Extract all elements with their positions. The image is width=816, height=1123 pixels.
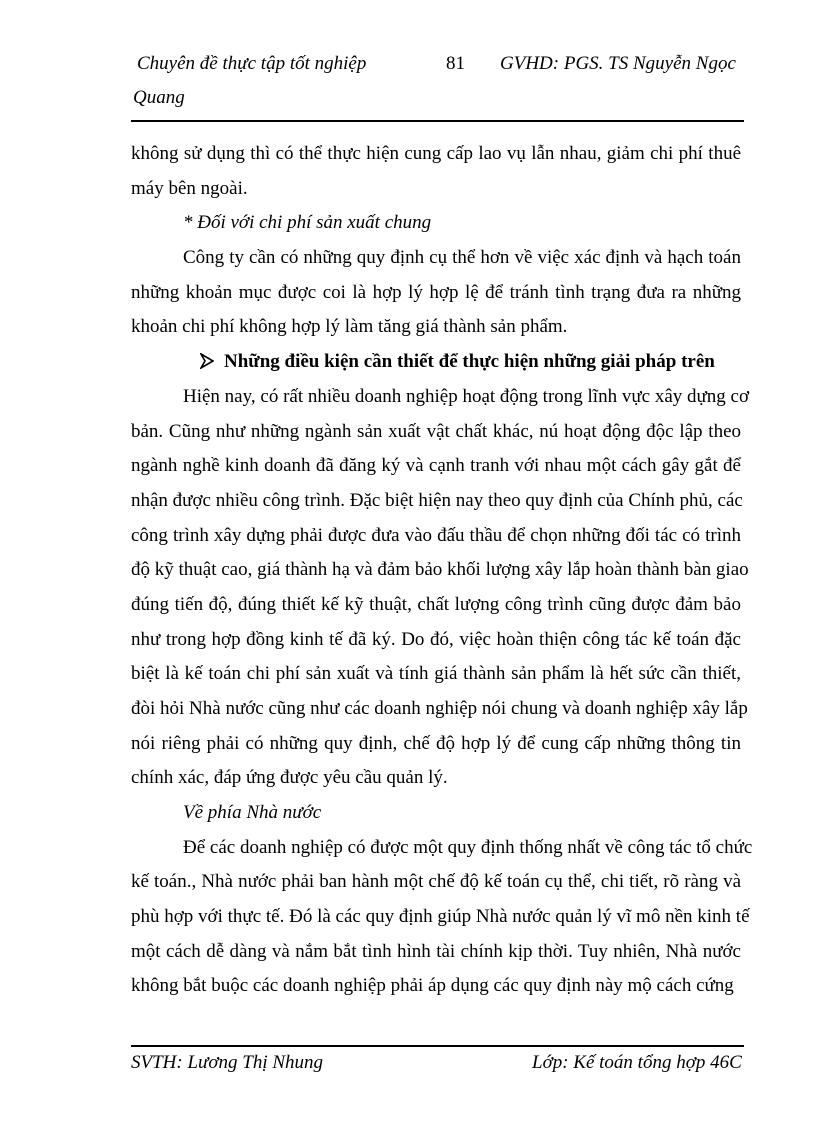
header-supervisor: GVHD: PGS. TS Nguyễn Ngọc (500, 53, 736, 74)
section-heading (200, 350, 715, 374)
body-line: khoản chi phí không hợp lý làm tăng giá thành sản phẩm. (131, 316, 568, 337)
header-supervisor-continued: Quang (133, 87, 185, 108)
subheading-state: Về phía Nhà nước (183, 802, 322, 823)
body-line: bản. Cũng như những ngành sản xuất vật chất khác, nú hoạt động độc lập theo (131, 421, 741, 442)
body-line: một cách dễ dàng và nắm bắt tình hình tài chính kịp thời. Tuy nhiên, Nhà nước (131, 941, 741, 962)
section-heading-text: Những điều kiện cần thiết để thực hiện những giải pháp trên (224, 351, 715, 372)
footer-divider (131, 1045, 744, 1047)
body-line: như trong hợp đồng kinh tế đã ký. Do đó, việc hoàn thiện công tác kế toán đặc (131, 629, 741, 650)
body-line: đòi hỏi Nhà nước cũng như các doanh nghiệp nói chung và doanh nghiệp xây lắp (131, 698, 748, 719)
body-line: phù hợp với thực tế. Đó là các quy định giúp Nhà nước quản lý vĩ mô nền kinh tế (131, 906, 750, 927)
body-line: không bắt buộc các doanh nghiệp phải áp dụng các quy định này mộ cách cứng (131, 975, 734, 996)
body-line: Công ty cần có những quy định cụ thể hơn về việc xác định và hạch toán (183, 247, 741, 268)
page-number: 81 (446, 53, 465, 74)
footer-student: SVTH: Lương Thị Nhung (131, 1052, 324, 1073)
subheading-general-costs: * Đối với chi phí sản xuất chung (183, 212, 432, 233)
body-line: những khoản mục được coi là hợp lý hợp lệ để tránh tình trạng đưa ra những (131, 282, 741, 303)
body-line: chính xác, đáp ứng được yêu cầu quản lý. (131, 767, 448, 788)
arrow-bullet-icon (200, 350, 214, 374)
body-line: công trình xây dựng phải được đưa vào đấu thầu để chọn những đối tác có trình (131, 525, 741, 546)
body-line: biệt là kế toán chi phí sản xuất và tính giá thành sản phẩm là hết sức cần thiết, (131, 663, 741, 684)
body-line: kế toán., Nhà nước phải ban hành một chế độ kế toán cụ thể, chi tiết, rõ ràng và (131, 871, 741, 892)
body-line: không sử dụng thì có thể thực hiện cung cấp lao vụ lẫn nhau, giảm chi phí thuê (131, 143, 741, 164)
body-line: nhận được nhiều công trình. Đặc biệt hiện nay theo quy định của Chính phủ, các (131, 490, 743, 511)
body-line: đúng tiến độ, đúng thiết kế kỹ thuật, chất lượng công trình cũng được đảm bảo (131, 594, 741, 615)
body-line: ngành nghề kinh doanh đã đăng ký và cạnh tranh với nhau một cách gây gắt để (131, 455, 741, 476)
footer-class: Lớp: Kế toán tổng hợp 46C (532, 1052, 742, 1073)
header-document-title: Chuyên đề thực tập tốt nghiệp (137, 53, 367, 74)
body-line: độ kỹ thuật cao, giá thành hạ và đảm bảo khối lượng xây lắp hoàn thành bàn giao (131, 559, 749, 580)
body-line: Hiện nay, có rất nhiều doanh nghiệp hoạt động trong lĩnh vực xây dựng cơ (183, 386, 750, 407)
body-line: máy bên ngoài. (131, 178, 248, 199)
header-divider (131, 120, 744, 122)
body-line: nói riêng phải có những quy định, chế độ hợp lý để cung cấp những thông tin (131, 733, 741, 754)
body-line: Để các doanh nghiệp có được một quy định thống nhất về công tác tổ chức (183, 837, 753, 858)
